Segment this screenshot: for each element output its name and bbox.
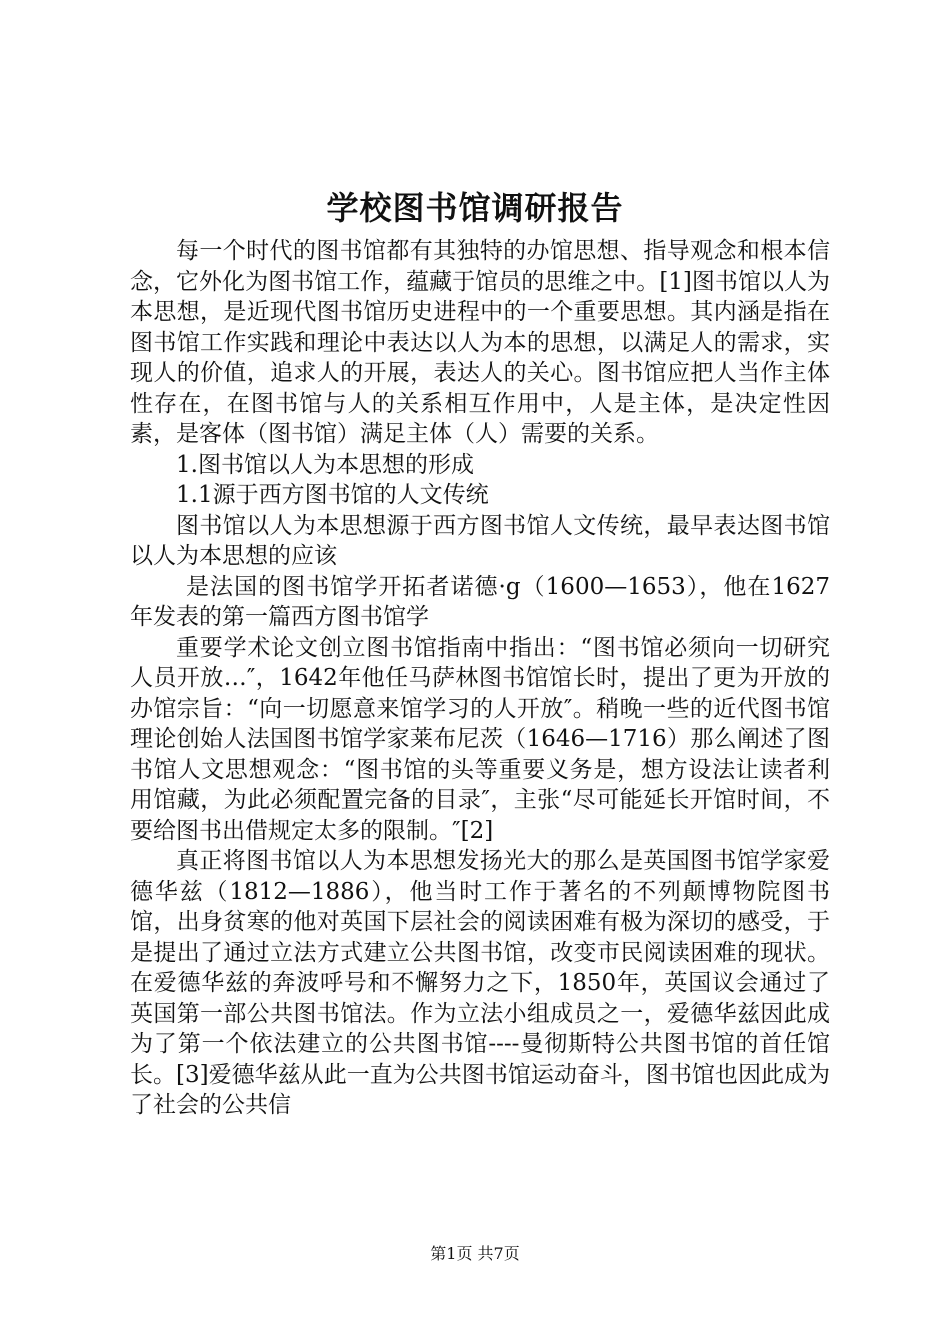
document-body <box>130 236 830 1121</box>
paragraph-intro: 每一个时代的图书馆都有其独特的办馆思想、指导观念和根本信念，它外化为图书馆工作，蕴藏于馆员的思维之中。[1]图书馆以人为本思想，是近现代图书馆历史进程中的一个重要思想。其内涵是指在图书馆工作实践和理论中表达以人为本的思想，以满足人的需求，实现人的价值，追求人的开展，表达人的关心。图书馆应把人当作主体性存在，在图书馆与人的关系相互作用中，人是主体，是决定性因素，是客体（图书馆）满足主体（人）需要的关系。 <box>130 238 830 447</box>
page-footer: 第1页 共7页 <box>430 1244 520 1263</box>
section-heading-1: 1.图书馆以人为本思想的形成 <box>176 451 474 478</box>
section-heading-1-1: 1.1源于西方图书馆的人文传统 <box>176 482 489 508</box>
paragraph-guide: 重要学术论文创立图书馆指南中指出：“图书馆必须向一切研究人员开放…″，1642年他任马萨林图书馆馆长时，提出了更为开放的办馆宗旨：“向一切愿意来馆学习的人开放″。稍晚一些的近代图书馆理论创始人法国图书馆学家莱布尼茨（1646—1716）那么阐述了图书馆人文思想观念：“图书馆的头等重要义务是，想方设法让读者利用馆藏，为此必须配置完备的目录″，主张“尽可能延长开馆时间，不要给图书出借规定太多的限制。″[2] <box>130 634 830 844</box>
paragraph-edwards: 真正将图书馆以人为本思想发扬光大的那么是英国图书馆学家爱德华兹（1812—1886），他当时工作于著名的不列颠博物院图书馆，出身贫寒的他对英国下层社会的阅读困难有极为深切的感受，于是提出了通过立法方式建立公共图书馆，改变市民阅读困难的现状。在爱德华兹的奔波呼号和不懈努力之下，1850年，英国议会通过了英国第一部公共图书馆法。作为立法小组成员之一，爱德华兹因此成为了第一个依法建立的公共图书馆----曼彻斯特公共图书馆的首任馆长。[3]爱德华兹从此一直为公共图书馆运动奋斗，图书馆也因此成为了社会的公共信 <box>130 848 830 1118</box>
paragraph-naude: 是法国的图书馆学开拓者诺德·g（1600—1653），他在1627年发表的第一篇西方图书馆学 <box>130 573 830 630</box>
paragraph-origin: 图书馆以人为本思想源于西方图书馆人文传统，最早表达图书馆以人为本思想的应该 <box>130 512 830 569</box>
page-title: 学校图书馆调研报告 <box>326 189 624 227</box>
